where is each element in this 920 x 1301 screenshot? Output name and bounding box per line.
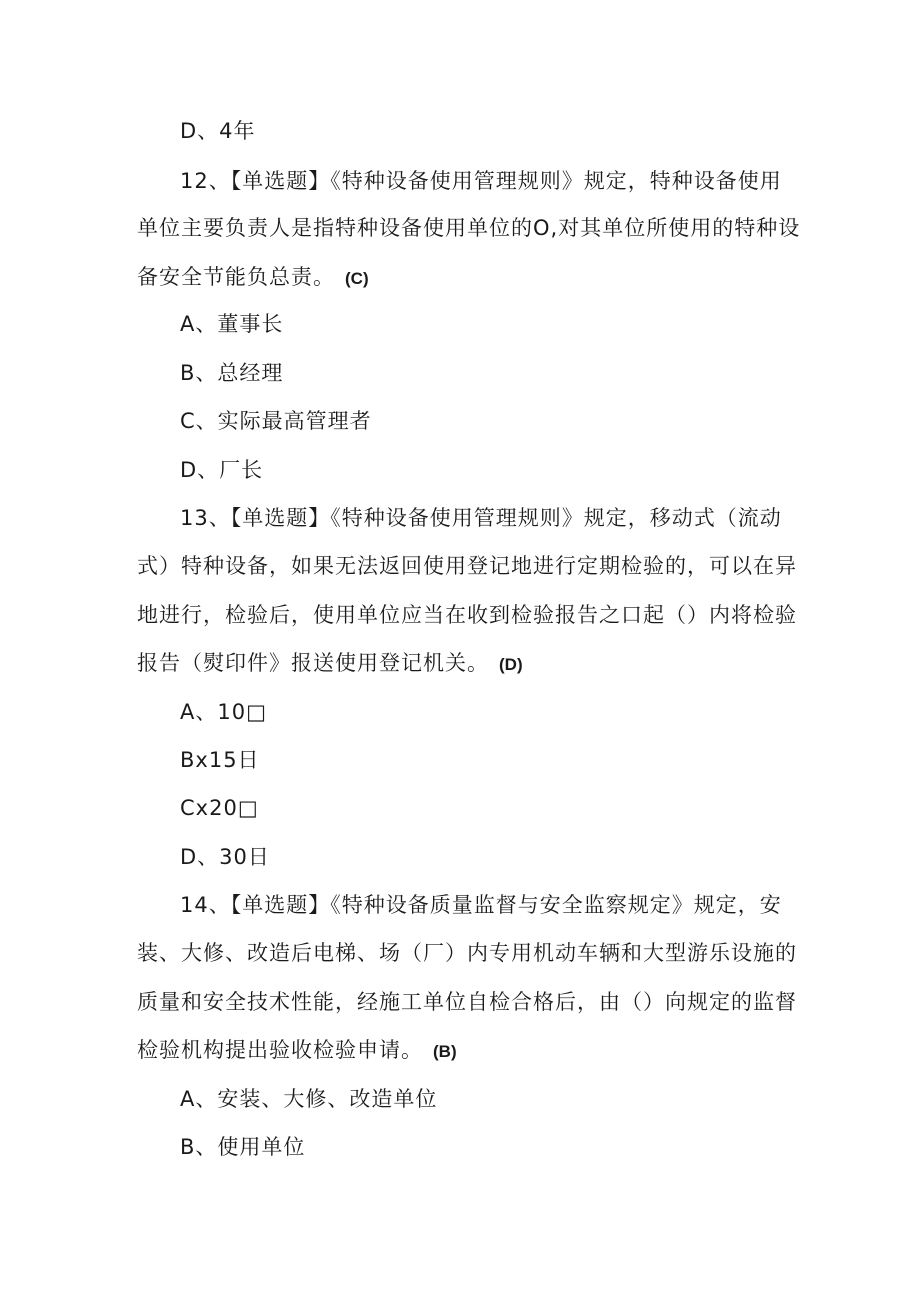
question-14-text-end: 检验机构提出验收检验申请。 <box>137 1038 423 1062</box>
question-13-line-1: 13、【单选题】《特种设备使用管理规则》规定，移动式（流动 <box>180 506 782 530</box>
question-12-line-1: 12、【单选题】《特种设备使用管理规则》规定，特种设备使用 <box>180 169 782 193</box>
question-13-line-3: 地进行，检验后，使用单位应当在收到检验报告之口起（）内将检验 <box>137 603 797 627</box>
question-14-line-4 <box>137 1035 457 1067</box>
answer-13: (D) <box>499 655 523 674</box>
option-b-q14: B、使用单位 <box>180 1135 306 1159</box>
question-14-line-3: 质量和安全技术性能，经施工单位自检合格后，由（）向规定的监督 <box>137 990 797 1014</box>
question-13-text-end: 报告（熨印件》报送使用登记机关。 <box>137 651 489 675</box>
question-13-line-2: 式）特种设备，如果无法返回使用登记地进行定期检验的，可以在异 <box>137 554 797 578</box>
option-b-q12: B、总经理 <box>180 361 284 385</box>
answer-14: (B) <box>433 1042 457 1061</box>
option-d-q11: D、4年 <box>180 119 256 143</box>
question-14-line-1: 14、【单选题】《特种设备质量监督与安全监察规定》规定，安 <box>180 893 782 917</box>
option-a-q13: A、10□ <box>180 700 267 724</box>
option-d-q12: D、厂长 <box>180 458 264 482</box>
option-c-q12: C、实际最高管理者 <box>180 409 372 433</box>
question-12-text-end: 备安全节能负总责。 <box>137 265 335 289</box>
question-12-line-3 <box>137 262 369 294</box>
question-12-line-2: 单位主要负责人是指特种设备使用单位的O,对其单位所使用的特种设 <box>137 216 801 240</box>
question-14-line-2: 装、大修、改造后电梯、场（厂）内专用机动车辆和大型游乐设施的 <box>137 941 797 965</box>
question-13-line-4 <box>137 648 523 680</box>
option-a-q12: A、董事长 <box>180 312 284 336</box>
option-d-q13: D、30日 <box>180 845 270 869</box>
option-b-q13: Bx15日 <box>180 748 260 772</box>
answer-12: (C) <box>345 269 369 288</box>
option-c-q13: Cx20□ <box>180 796 259 820</box>
option-a-q14: A、安装、大修、改造单位 <box>180 1087 438 1111</box>
